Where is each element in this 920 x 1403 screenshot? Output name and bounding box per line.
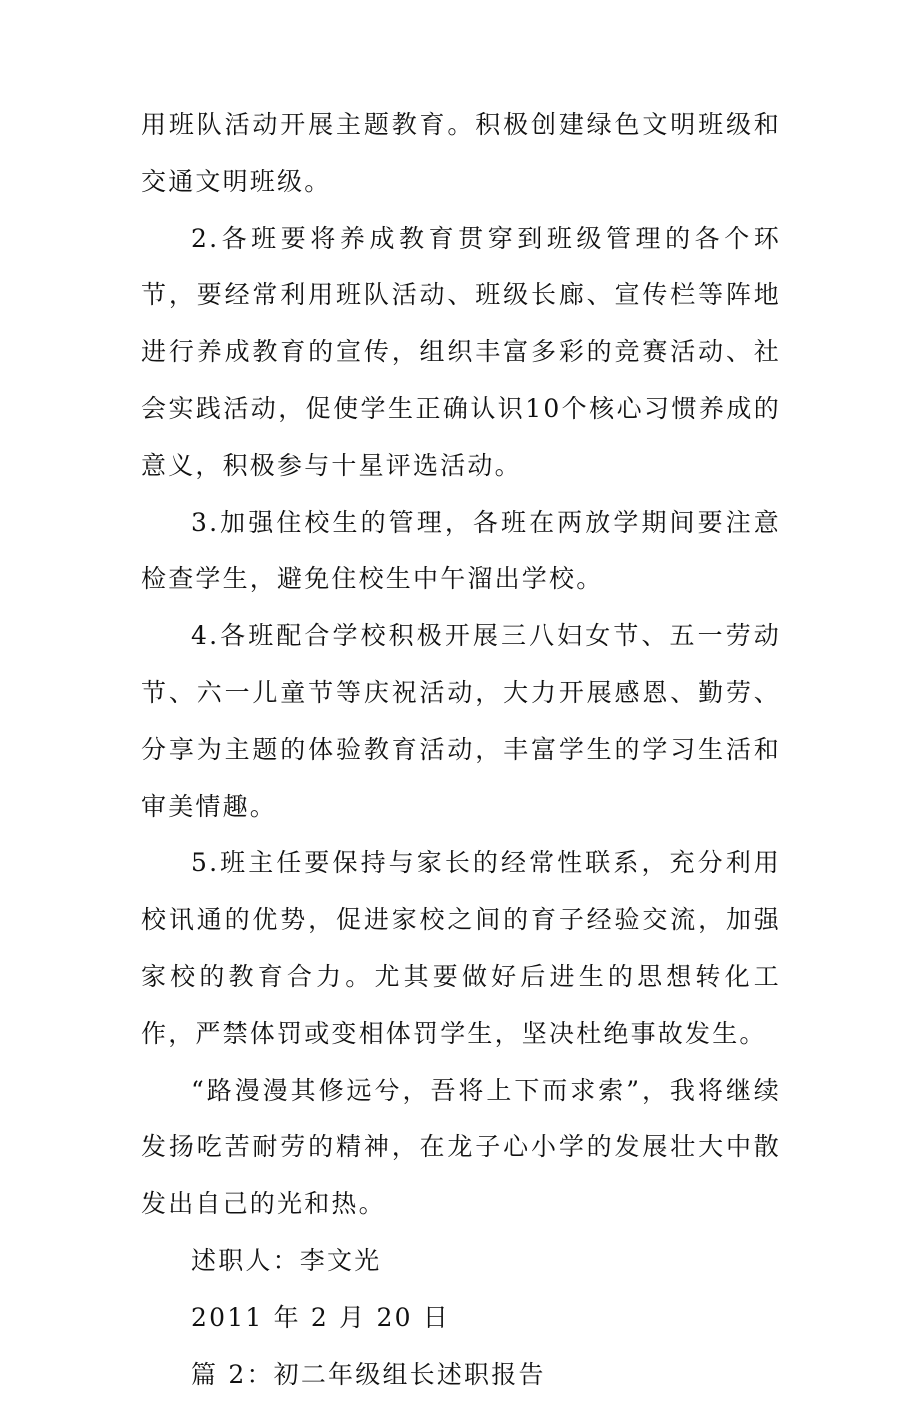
paragraph-item-2: 2.各班要将养成教育贯穿到班级管理的各个环节，要经常利用班队活动、班级长廊、宣传栏等阵地进行养成教育的宣传，组织丰富多彩的竞赛活动、社会实践活动，促使学生正确认识10个核心习惯养成的意义，积极参与十星评选活动。	[141, 223, 781, 480]
signature-line: 述职人：李文光	[191, 1245, 382, 1275]
next-section-title: 篇 2：初二年级组长述职报告	[191, 1359, 546, 1389]
date-line: 2011 年 2 月 20 日	[191, 1302, 451, 1332]
paragraph-continuation: 用班队活动开展主题教育。积极创建绿色文明班级和交通文明班级。	[141, 110, 781, 196]
paragraph-item-5: 5.班主任要保持与家长的经常性联系，充分利用校讯通的优势，促进家校之间的育子经验交流，加强家校的教育合力。尤其要做好后进生的思想转化工作，严禁体罚或变相体罚学生，坚决杜绝事故发生。	[141, 848, 781, 1048]
paragraph-item-3: 3.加强住校生的管理，各班在两放学期间要注意检查学生，避免住校生中午溜出学校。	[141, 507, 781, 594]
paragraph-closing-quote: “路漫漫其修远兮，吾将上下而求索”，我将继续发扬吃苦耐劳的精神，在龙子心小学的发展壮大中散发出自己的光和热。	[141, 1075, 781, 1219]
paragraph-item-4: 4.各班配合学校积极开展三八妇女节、五一劳动节、六一儿童节等庆祝活动，大力开展感恩、勤劳、分享为主题的体验教育活动，丰富学生的学习生活和审美情趣。	[141, 621, 781, 821]
document-page	[141, 97, 781, 1403]
